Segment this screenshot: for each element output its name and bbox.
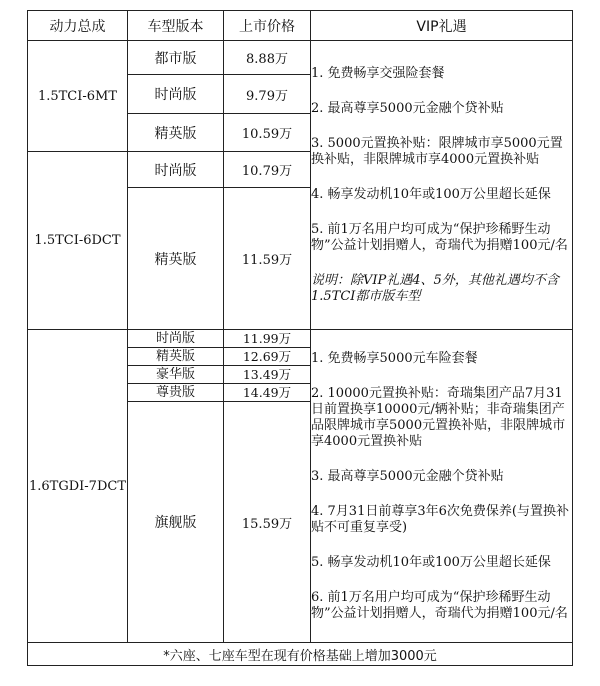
trim-cell: 豪华版 [128,366,224,384]
price-cell: 8.88万 [224,41,311,75]
trim-cell: 精英版 [128,348,224,366]
vip-note: 说明：除VIP礼遇4、5外，其他礼遇均不含1.5TCI都市版车型 [311,272,559,304]
powertrain-cell: 1.6TGDI-7DCT [28,330,128,643]
trim-cell: 尊贵版 [128,384,224,402]
powertrain-cell: 1.5TCI-6DCT [28,152,128,330]
price-cell: 9.79万 [224,75,311,114]
header-price: 上市价格 [224,11,311,41]
price-cell: 15.59万 [224,402,311,643]
vip-item: 2. 最高尊享5000元金融个贷补贴 [311,100,504,116]
price-cell: 12.69万 [224,348,311,366]
price-cell: 14.49万 [224,384,311,402]
vip-item: 5. 前1万名用户均可成为“保护珍稀野生动物”公益计划捐赠人，奇瑞代为捐赠100元/名 [311,221,568,253]
price-cell: 10.79万 [224,152,311,188]
footer-row [28,643,573,666]
header-power: 动力总成 [28,11,128,41]
trim-cell: 旗舰版 [128,402,224,643]
table-row [28,41,573,75]
trim-cell: 精英版 [128,188,224,330]
trim-cell: 时尚版 [128,330,224,348]
footer-note: *六座、七座车型在现有价格基础上增加3000元 [28,643,573,666]
header-vip: VIP礼遇 [311,11,573,41]
vip-item: 3. 最高尊享5000元金融个贷补贴 [311,468,504,484]
vip-benefits-cell [311,41,573,330]
powertrain-cell: 1.5TCI-6MT [28,41,128,152]
price-cell: 11.59万 [224,188,311,330]
vip-item: 2. 10000元置换补贴：奇瑞集团产品7月31日前置换享10000元/辆补贴；非奇瑞集团产品限牌城市享5000元置换补贴，非限牌城市享4000元置换补贴 [311,385,566,449]
header-row [28,11,573,41]
trim-cell: 都市版 [128,41,224,75]
price-cell: 11.99万 [224,330,311,348]
price-cell: 13.49万 [224,366,311,384]
vip-item: 6. 前1万名用户均可成为“保护珍稀野生动物”公益计划捐赠人，奇瑞代为捐赠100元/名 [311,589,568,621]
vip-item: 4. 畅享发动机10年或100万公里超长延保 [311,186,551,202]
table-row [28,330,573,348]
vip-item: 3. 5000元置换补贴：限牌城市享5000元置换补贴，非限牌城市享4000元置换补贴 [311,135,563,167]
trim-cell: 精英版 [128,114,224,152]
vip-benefits-cell [311,330,573,643]
price-cell: 10.59万 [224,114,311,152]
trim-cell: 时尚版 [128,75,224,114]
vip-item: 1. 免费畅享5000元车险套餐 [311,350,478,366]
vip-item: 1. 免费畅享交强险套餐 [311,65,445,81]
vip-item: 5. 畅享发动机10年或100万公里超长延保 [311,554,551,570]
vip-item: 4. 7月31日前尊享3年6次免费保养(与置换补贴不可重复享受) [311,503,569,535]
header-trim: 车型版本 [128,11,224,41]
price-table [27,10,573,666]
trim-cell: 时尚版 [128,152,224,188]
